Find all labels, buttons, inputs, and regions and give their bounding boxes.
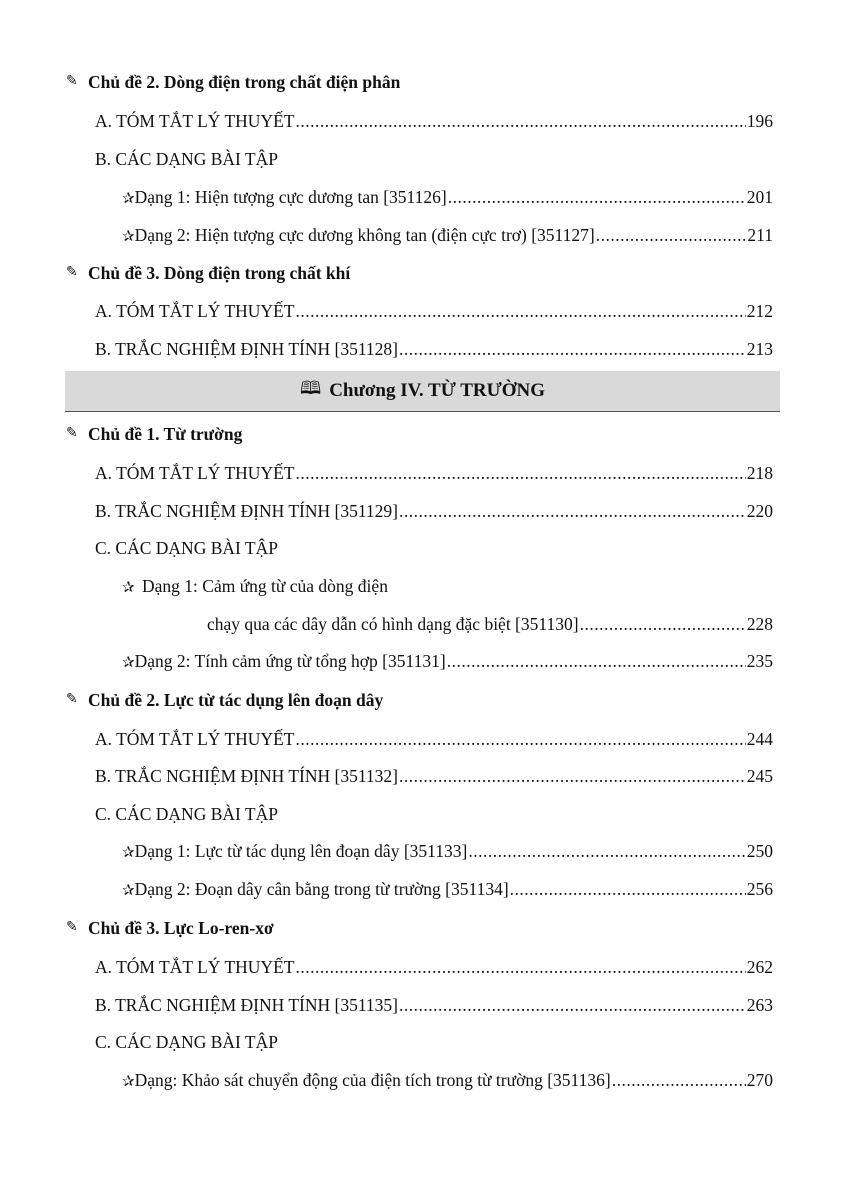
toc-entry[interactable] (122, 224, 773, 248)
pen-icon: ✎ (66, 74, 78, 89)
topic-heading (66, 689, 383, 711)
chapter-heading (65, 371, 780, 412)
toc-entry[interactable] (95, 338, 773, 360)
toc-entry[interactable] (95, 500, 773, 522)
topic-heading (66, 423, 242, 445)
entry-text: A. TÓM TẮT LÝ THUYẾT (95, 111, 295, 131)
page-number: 250 (746, 841, 773, 861)
pen-icon: ✎ (66, 265, 78, 280)
page-number: 213 (746, 339, 773, 359)
pen-icon: ✎ (66, 920, 78, 935)
page-number: 220 (746, 501, 773, 521)
entry-text: B. TRẮC NGHIỆM ĐỊNH TÍNH [351129] (95, 501, 398, 521)
dot-leader (399, 500, 746, 522)
topic-label: Chủ đề 2. Lực từ tác dụng lên đoạn dây (88, 690, 384, 710)
toc-entry (122, 575, 388, 599)
topic-label: Chủ đề 3. Lực Lo-ren-xơ (88, 918, 274, 938)
page-number: 244 (746, 729, 773, 749)
entry-text: Dạng 2: Hiện tượng cực dương không tan (điện cực trơ) [351127] (134, 225, 595, 245)
star-icon: ✰ (122, 655, 135, 671)
dot-leader (468, 840, 745, 862)
entry-text: B. TRẮC NGHIỆM ĐỊNH TÍNH [351128] (95, 339, 398, 359)
dot-leader (510, 878, 746, 900)
dot-leader (399, 765, 746, 787)
toc-entry (95, 148, 278, 170)
topic-label: Chủ đề 3. Dòng điện trong chất khí (88, 263, 351, 283)
page-number: 228 (746, 614, 773, 634)
entry-text: chạy qua các dây dẫn có hình dạng đặc biệt [351130] (207, 614, 579, 634)
topic-heading (66, 71, 400, 93)
star-icon: ✰ (122, 191, 135, 207)
page-number: 245 (746, 766, 773, 786)
page-number: 196 (746, 111, 773, 131)
dot-leader (580, 613, 746, 635)
toc-entry (95, 1031, 278, 1053)
dot-leader (447, 650, 746, 672)
star-icon: ✰ (122, 845, 135, 861)
pen-icon: ✎ (66, 426, 78, 441)
entry-text: A. TÓM TẮT LÝ THUYẾT (95, 729, 295, 749)
book-icon: 🕮 (299, 378, 322, 398)
chapter-title: Chương IV. TỪ TRƯỜNG (329, 380, 546, 401)
entry-text: A. TÓM TẮT LÝ THUYẾT (95, 957, 295, 977)
toc-entry[interactable] (95, 462, 773, 484)
dot-leader (295, 728, 745, 750)
pen-icon: ✎ (66, 692, 78, 707)
page-number: 218 (746, 463, 773, 483)
toc-entry[interactable] (207, 613, 773, 635)
entry-text: B. CÁC DẠNG BÀI TẬP (95, 149, 278, 169)
entry-text: Dạng 1: Hiện tượng cực dương tan [351126] (134, 187, 447, 207)
star-icon: ✰ (122, 580, 135, 596)
dot-leader (295, 462, 745, 484)
dot-leader (596, 224, 747, 246)
toc-entry[interactable] (122, 878, 773, 902)
toc-entry[interactable] (95, 300, 773, 322)
page-number: 270 (746, 1070, 773, 1090)
entry-text: Dạng 2: Đoạn dây cân bằng trong từ trường [351134] (134, 879, 509, 899)
star-icon: ✰ (122, 229, 135, 245)
page-number: 235 (746, 651, 773, 671)
toc-entry[interactable] (122, 840, 773, 864)
star-icon: ✰ (122, 1074, 135, 1090)
entry-text: Dạng: Khảo sát chuyển động của điện tích trong từ trường [351136] (134, 1070, 611, 1090)
entry-text: C. CÁC DẠNG BÀI TẬP (95, 804, 278, 824)
toc-entry[interactable] (122, 1069, 773, 1093)
toc-entry (95, 803, 278, 825)
topic-heading (66, 917, 274, 939)
entry-text: B. TRẮC NGHIỆM ĐỊNH TÍNH [351132] (95, 766, 398, 786)
star-icon: ✰ (122, 883, 135, 899)
entry-text: Dạng 1: Cảm ứng từ của dòng điện (142, 576, 388, 596)
dot-leader (295, 956, 745, 978)
entry-text: Dạng 1: Lực từ tác dụng lên đoạn dây [351133] (134, 841, 468, 861)
toc-entry[interactable] (122, 186, 773, 210)
dot-leader (612, 1069, 746, 1091)
toc-entry[interactable] (95, 728, 773, 750)
dot-leader (399, 338, 746, 360)
toc-entry[interactable] (95, 765, 773, 787)
dot-leader (295, 300, 745, 322)
topic-label: Chủ đề 1. Từ trường (88, 424, 243, 444)
topic-label: Chủ đề 2. Dòng điện trong chất điện phân (88, 72, 401, 92)
toc-entry (95, 537, 278, 559)
topic-heading (66, 262, 350, 284)
page-number: 212 (746, 301, 773, 321)
dot-leader (399, 994, 746, 1016)
toc-entry[interactable] (95, 994, 773, 1016)
entry-text: C. CÁC DẠNG BÀI TẬP (95, 538, 278, 558)
entry-text: A. TÓM TẮT LÝ THUYẾT (95, 301, 295, 321)
entry-text: C. CÁC DẠNG BÀI TẬP (95, 1032, 278, 1052)
page-number: 256 (746, 879, 773, 899)
page-number: 211 (747, 225, 773, 245)
toc-entry[interactable] (95, 956, 773, 978)
toc-entry[interactable] (122, 650, 773, 674)
page-number: 262 (746, 957, 773, 977)
page-number: 263 (746, 995, 773, 1015)
dot-leader (448, 186, 746, 208)
page-number: 201 (746, 187, 773, 207)
entry-text: B. TRẮC NGHIỆM ĐỊNH TÍNH [351135] (95, 995, 398, 1015)
entry-text: Dạng 2: Tính cảm ứng từ tổng hợp [351131] (134, 651, 446, 671)
dot-leader (295, 110, 745, 132)
entry-text: A. TÓM TẮT LÝ THUYẾT (95, 463, 295, 483)
toc-entry[interactable] (95, 110, 773, 132)
